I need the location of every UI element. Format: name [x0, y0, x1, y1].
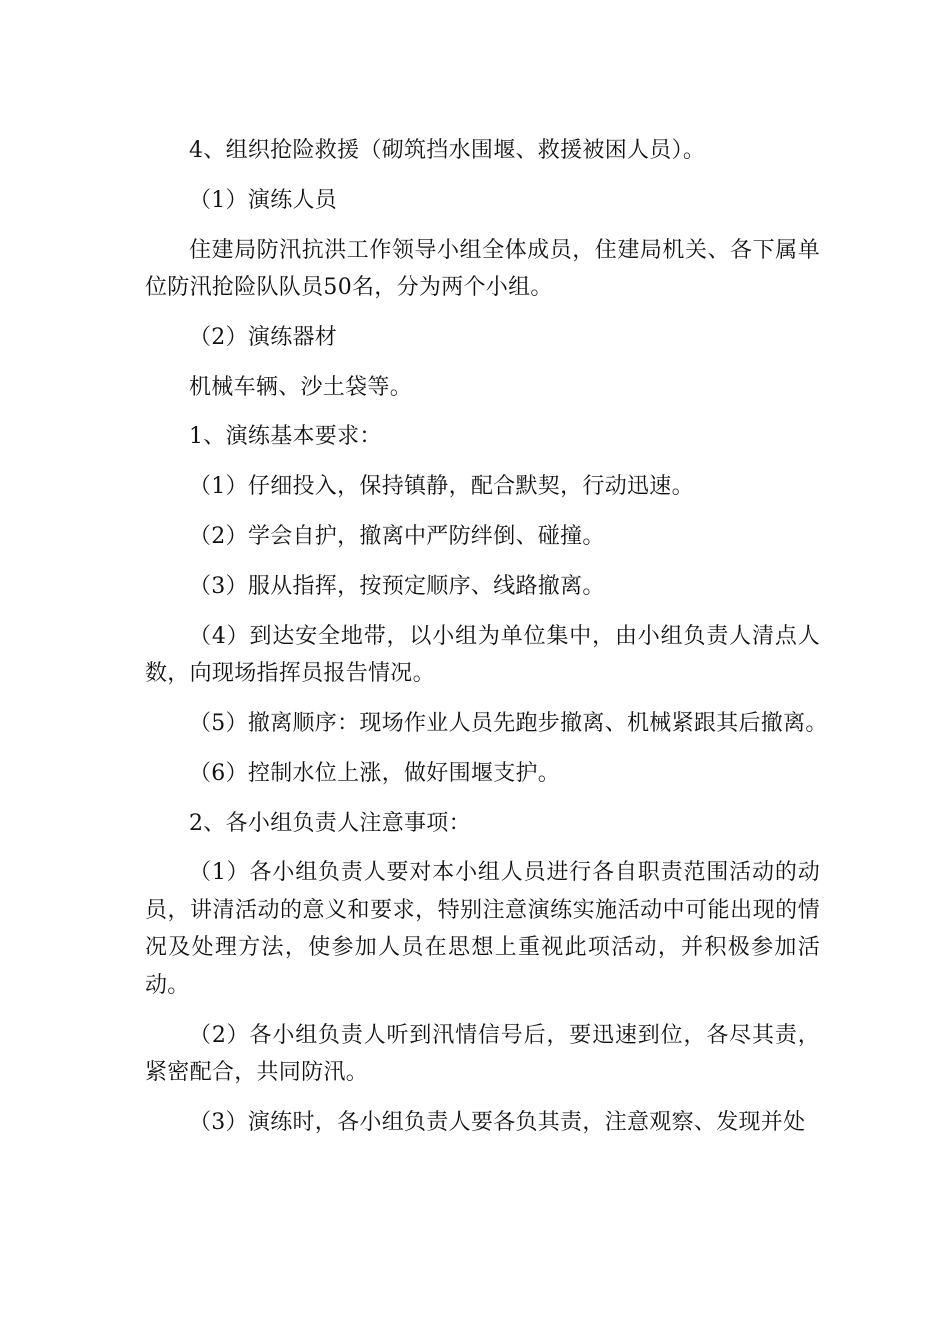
paragraph-requirement-2: （2）学会自护，撤离中严防绊倒、碰撞。: [189, 524, 605, 550]
paragraph-leaders-heading: 2、各小组负责人注意事项：: [189, 810, 471, 836]
paragraph-requirement-4: （4）到达安全地带，以小组为单位集中，由小组负责人清点人数，向现场指挥员报告情况。: [145, 623, 820, 687]
document-body: [145, 132, 828, 1154]
paragraph-requirements-heading: 1、演练基本要求：: [189, 424, 382, 450]
paragraph-leader-note-3: （3）演练时，各小组负责人要各负其责，注意观察、发现并处: [189, 1109, 806, 1135]
paragraph-leader-note-2: （2）各小组负责人听到汛情信号后，要迅速到位，各尽其责，紧密配合，共同防汛。: [145, 1022, 820, 1086]
paragraph-leader-note-1: （1）各小组负责人要对本小组人员进行各自职责范围活动的动员，讲清活动的意义和要求，特别注意演练实施活动中可能出现的情况及处理方法，使参加人员在思想上重视此项活动，并积极参加活动。: [145, 860, 820, 998]
paragraph-requirement-6: （6）控制水位上涨，做好围堰支护。: [189, 760, 561, 786]
paragraph-equipment-body: 机械车辆、沙土袋等。: [189, 374, 413, 400]
paragraph-personnel-body: 住建局防汛抗洪工作领导小组全体成员，住建局机关、各下属单位防汛抢险队队员50名，分为两个小组。: [145, 237, 820, 301]
paragraph-personnel-heading: （1）演练人员: [189, 187, 338, 213]
paragraph-requirement-3: （3）服从指挥，按预定顺序、线路撤离。: [189, 573, 605, 599]
paragraph-rescue-heading: 4、组织抢险救援（砌筑挡水围堰、救援被困人员）。: [189, 138, 706, 163]
paragraph-equipment-heading: （2）演练器材: [189, 324, 338, 350]
paragraph-requirement-5: （5）撤离顺序：现场作业人员先跑步撤离、机械紧跟其后撤离。: [189, 710, 828, 736]
paragraph-requirement-1: （1）仔细投入，保持镇静，配合默契，行动迅速。: [189, 474, 694, 500]
